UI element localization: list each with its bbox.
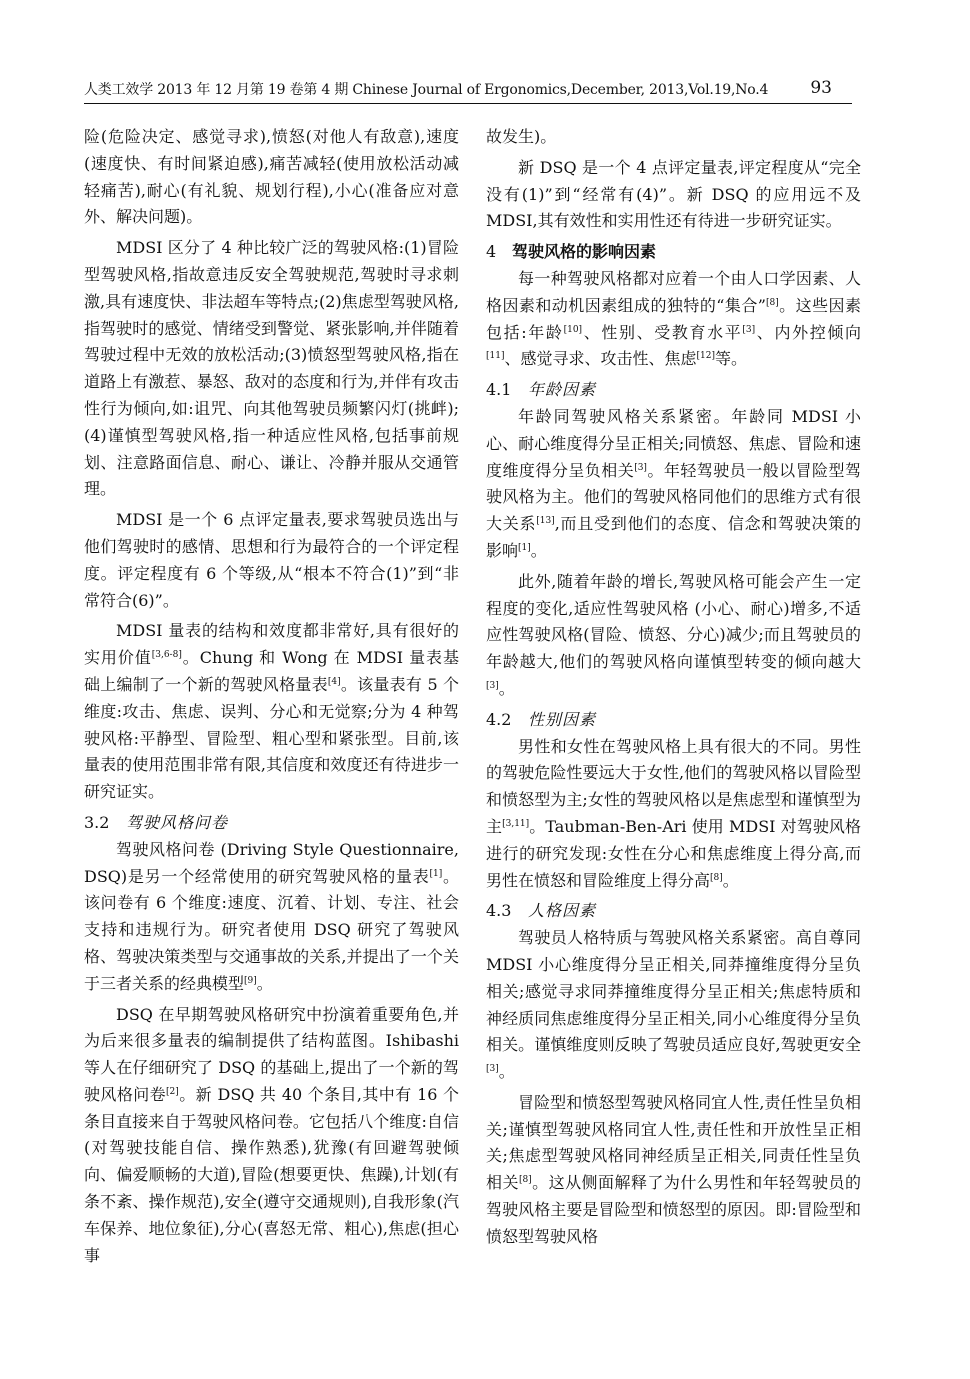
citation: [4] — [327, 676, 341, 687]
text-run: 年龄同驾驶风格关系紧密。年龄同 MDSI 小心、耐心维度得分呈正相关;同愤怒、焦虑、冒险和速度维度得分呈负相关 — [486, 406, 861, 480]
citation: [1] — [429, 868, 443, 879]
citation: [1] — [518, 542, 531, 553]
text-run: 。该问卷有 6 个维度:速度、沉着、计划、专注、社会支持和违规行为。研究者使用 DSQ 研究了驾驶风格、驾驶决策类型与交通事故的关系,并提出了一个关于三者关系的经典模型 — [84, 866, 459, 993]
text-run: 。 — [498, 678, 515, 698]
text-run: ,而且受到他们的态度、信念和驾驶决策的影响 — [486, 514, 861, 560]
paragraph: 新 DSQ 是一个 4 点评定量表,评定程度从“完全没有(1)”到“经常有(4)”。新 DSQ 的应用远不及 MDSI,其有效性和实用性还有待进一步研究证实。 — [486, 157, 861, 231]
text-run: 。 — [498, 1062, 515, 1082]
text-run: 。这些因素包括:年龄 — [486, 295, 861, 342]
citation: [3] — [634, 462, 647, 473]
paragraph: MDSI 是一个 6 点评定量表,要求驾驶员选出与他们驾驶时的感情、思想和行为最符合的一个评定程度。评定程度有 6 个等级,从“根本不符合(1)”到“非常符合(6)”。 — [84, 510, 459, 610]
running-header — [84, 78, 852, 104]
paragraph — [486, 404, 861, 565]
section-number: 4 — [486, 242, 497, 262]
citation: [12] — [696, 351, 715, 362]
citation: [8] — [765, 297, 779, 308]
section-number: 4.2 — [486, 709, 512, 729]
paragraph — [84, 1002, 459, 1270]
section-heading — [486, 239, 861, 266]
citation: [3] — [486, 1064, 499, 1075]
text-run: 冒险型和愤怒型驾驶风格同宜人性,责任性呈负相关;谨慎型驾驶风格同宜人性,责任性和开放性呈正相关;焦虑型驾驶风格同神经质呈正相关,同责任性呈负相关 — [486, 1092, 861, 1193]
paragraph — [486, 925, 861, 1086]
text-run: 驾驶员人格特质与驾驶风格关系紧密。高自尊同 MDSI 小心维度得分呈正相关,同莽撞维度得分呈负相关;感觉寻求同莽撞维度得分呈正相关;焦虑特质和神经质同焦虑维度得分呈正相关,同小心维度得分呈负相关。谨慎维度则反映了驾驶员适应良好,驾驶更安全 — [486, 928, 861, 1055]
subsection-heading — [84, 810, 459, 837]
citation: [13] — [536, 516, 555, 527]
text-run: 、性别、受教育水平 — [582, 322, 743, 342]
text-run: 。Taubman-Ben-Ari 使用 MDSI 对驾驶风格进行的研究发现:女性在分心和焦虑维度上得分高,而男性在愤怒和冒险维度上得分高 — [486, 816, 861, 890]
text-run: MDSI 量表的结构和效度都非常好,具有很好的实用价值 — [84, 621, 459, 668]
text-run: 每一种驾驶风格都对应着一个由人口学因素、人格因素和动机因素组成的独特的“集合” — [486, 268, 861, 315]
text-run: 。新 DSQ 共 40 个条目,其中有 16 个条目直接来自于驾驶风格问卷。它包括八个维度:自信(对驾驶技能自信、操作熟悉),犹豫(有回避驾驶倾向、偏爱顺畅的大道),冒险(想要更快、焦躁),计划(有条不紊、操作规范),安全(遵守交通规则),自我形象(汽车保养、地位象征),分心(喜怒无常、粗心),焦虑(担心事 — [84, 1084, 459, 1265]
citation: [11] — [486, 351, 505, 362]
paragraph — [486, 266, 861, 373]
subsection-heading — [486, 377, 861, 404]
text-run: 。年轻驾驶员一般以冒险型驾驶风格为主。他们的驾驶风格同他们的思维方式有很大关系 — [486, 460, 861, 534]
text-run: 。 — [722, 870, 739, 890]
text-run: 、内外控倾向 — [755, 322, 861, 342]
section-title: 驾驶风格问卷 — [126, 812, 229, 832]
paragraph — [84, 618, 459, 806]
citation: [3] — [486, 680, 499, 691]
text-run: 。 — [256, 973, 273, 993]
section-number: 3.2 — [84, 812, 110, 832]
citation: [8] — [518, 1175, 532, 1186]
paragraph: 险(危险决定、感觉寻求),愤怒(对他人有敌意),速度(速度快、有时间紧迫感),痛苦减轻(使用放松活动减轻痛苦),耐心(有礼貌、规划行程),小心(准备应对意外、解决问题)。 — [84, 127, 459, 227]
paragraph: MDSI 区分了 4 种比较广泛的驾驶风格:(1)冒险型驾驶风格,指故意违反安全驾驶规范,驾驶时寻求刺激,具有速度快、非法超车等特点;(2)焦虑型驾驶风格,指驾驶时的感觉、情绪受到警觉、紧张影响,并伴随着驾驶过程中无效的放松活动;(3)愤怒型驾驶风格,指在道路上有激惹、暴怒、敌对的态度和行为,并伴有攻击性行为倾向,如:诅咒、向其他驾驶员频繁闪灯(挑衅);(4)谨慎型驾驶风格,指一种适应性风格,包括事前规划、注意路面信息、耐心、谦让、冷静并服从交通管理。 — [84, 238, 459, 499]
left-column — [84, 124, 459, 1273]
citation: [3,6-8] — [151, 650, 182, 661]
subsection-heading — [486, 898, 861, 925]
paragraph — [486, 1090, 861, 1251]
text-run: 等。 — [714, 349, 747, 369]
section-title: 性别因素 — [528, 709, 597, 729]
paragraph — [486, 569, 861, 703]
page-number: 93 — [810, 78, 832, 98]
right-column — [486, 124, 861, 1255]
running-title: 人类工效学 2013 年 12 月第 19 卷第 4 期 Chinese Journal of Ergonomics,December, 2013,Vol.19,No.4 — [84, 82, 769, 98]
citation: [10] — [563, 324, 583, 335]
citation: [3] — [742, 324, 756, 335]
citation: [8] — [710, 872, 723, 883]
text-run: DSQ 在早期驾驶风格研究中扮演着重要角色,并为后来很多量表的编制提供了结构蓝图。Ishibashi 等人在仔细研究了 DSQ 的基础上,提出了一个新的驾驶风格问卷 — [84, 1004, 459, 1104]
citation: [2] — [166, 1086, 179, 1097]
section-title: 人格因素 — [528, 901, 597, 921]
text-run: 、感觉寻求、攻击性、焦虑 — [504, 349, 697, 369]
text-run: 。该量表有 5 个维度:攻击、焦虑、误判、分心和无觉察;分为 4 种驾驶风格:平静型、冒险型、粗心型和紧张型。目前,该量表的使用范围非常有限,其信度和效度还有待进步一研究证实。 — [84, 674, 459, 802]
text-run: 驾驶风格问卷 (Driving Style Questionnaire, DSQ)是另一个经常使用的研究驾驶风格的量表 — [84, 839, 459, 886]
text-run: 。Chung 和 Wong 在 MDSI 量表基础上编制了一个新的驾驶风格量表 — [84, 648, 459, 694]
section-number: 4.1 — [486, 380, 512, 400]
header-rule — [84, 103, 852, 104]
section-number: 4.3 — [486, 901, 512, 921]
section-title: 年龄因素 — [528, 380, 597, 400]
paragraph — [84, 837, 459, 998]
text-run: 此外,随着年龄的增长,驾驶风格可能会产生一定程度的变化,适应性驾驶风格 (小心、耐心)增多,不适应性驾驶风格(冒险、愤怒、分心)减少;而且驾驶员的年龄越大,他们的驾驶风格向谨慎型转变的倾向越大 — [486, 571, 861, 672]
citation: [3,11] — [502, 818, 530, 829]
text-run: 男性和女性在驾驶风格上具有很大的不同。男性的驾驶危险性要远大于女性,他们的驾驶风格以冒险型和愤怒型为主;女性的驾驶风格以是焦虑型和谨慎型为主 — [486, 736, 861, 836]
subsection-heading — [486, 707, 861, 734]
citation: [9] — [244, 975, 257, 986]
paragraph: 故发生)。 — [486, 127, 557, 146]
paragraph — [486, 734, 861, 895]
text-run: 。这从侧面解释了为什么男性和年轻驾驶员的驾驶风格主要是冒险型和愤怒型的原因。即:冒险型和愤怒型驾驶风格 — [486, 1173, 861, 1246]
section-title: 驾驶风格的影响因素 — [512, 242, 657, 262]
text-run: 。 — [530, 540, 547, 560]
